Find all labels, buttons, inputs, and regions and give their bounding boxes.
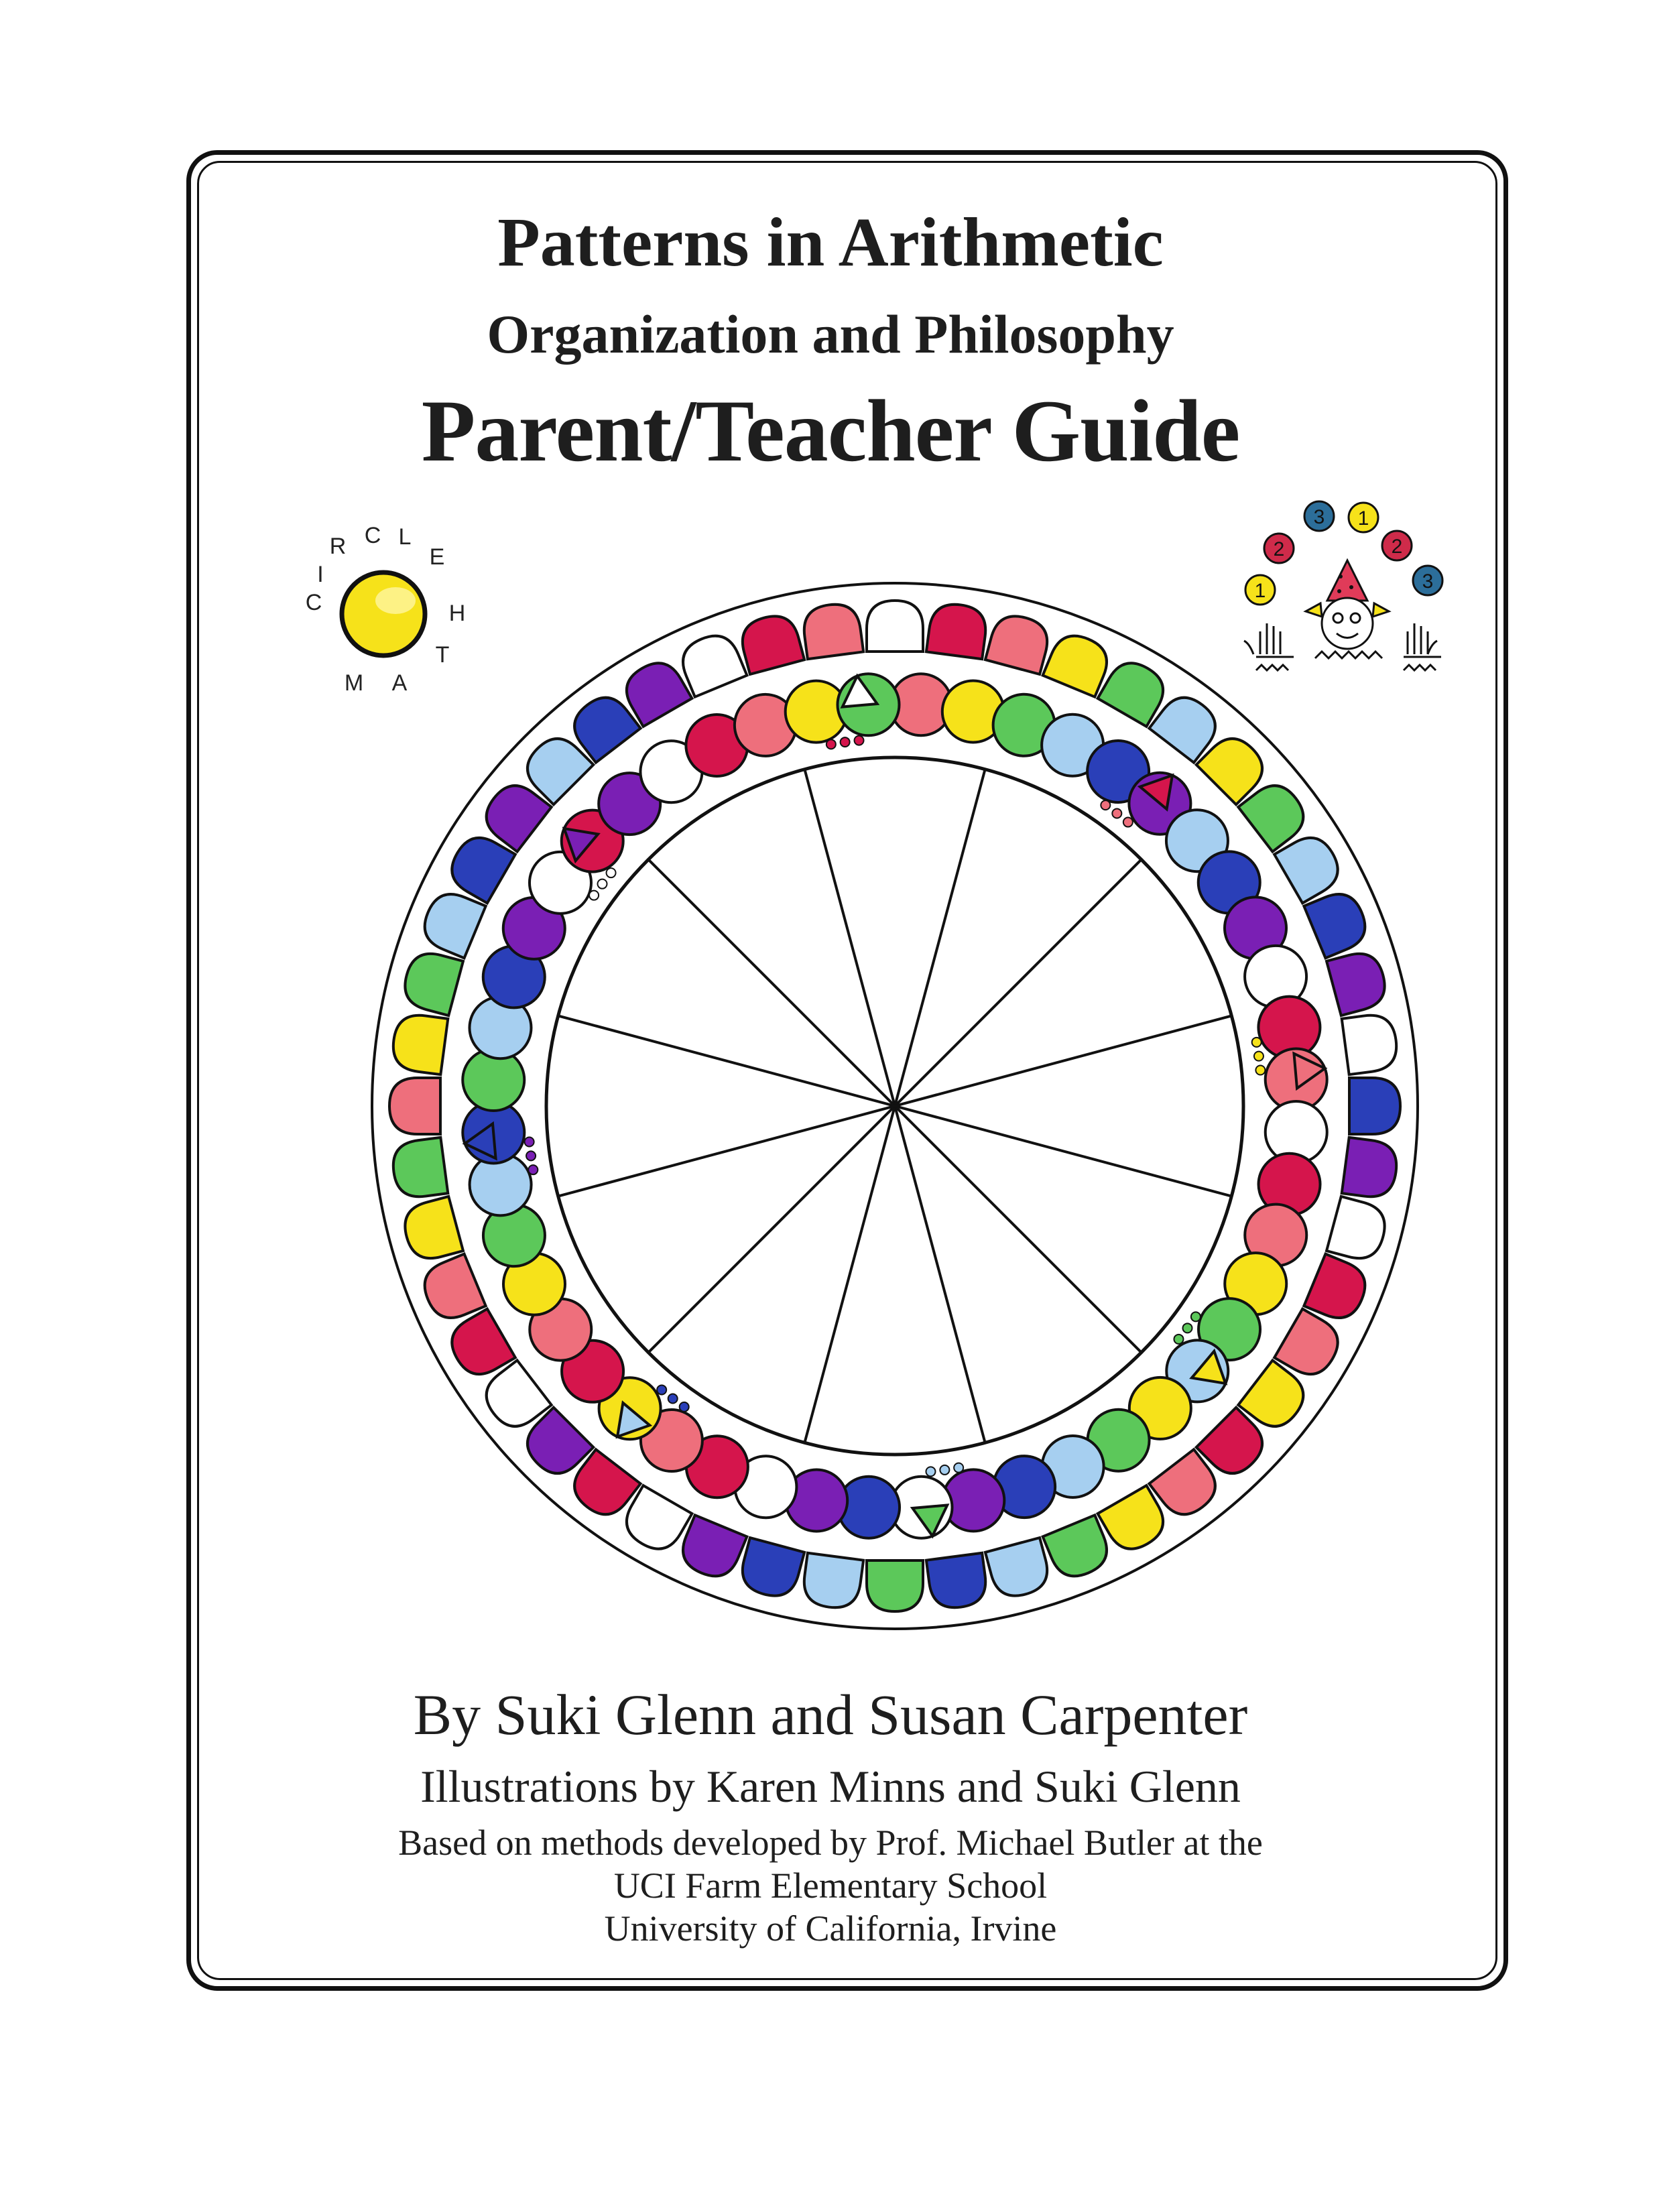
mascot-number-label: 2 [1391,536,1403,558]
wheel-dot [1123,818,1133,827]
mascot-number-label: 1 [1357,507,1369,530]
school-line: UCI Farm Elementary School [613,1865,1048,1906]
illustrators-line: Illustrations by Karen Minns and Suki Glenn [420,1761,1241,1812]
circle-math-letter: T [435,642,450,668]
wheel-outer-bead [399,948,463,1016]
authors-line: By Suki Glenn and Susan Carpenter [413,1682,1248,1747]
mascot-number-label: 3 [1422,570,1434,593]
wheel-dot [528,1165,538,1174]
wheel-outer-bead [1342,1138,1400,1200]
circle-math-logo [306,523,466,696]
wheel-dot [607,868,616,877]
pattern-wheel [372,583,1418,1629]
wheel-dot [598,879,607,889]
wheel-dot [1182,1323,1192,1333]
mascot-left-hand-icon [1244,623,1294,657]
wheel-dot [841,737,850,747]
circle-math-letter: E [429,544,445,570]
mascot-right-hand-icon [1404,623,1441,657]
wheel-dot [680,1402,689,1412]
wheel-spokes [558,770,1232,1443]
mascot-number-label: 2 [1273,538,1285,560]
wheel-outer-bead [390,1012,448,1074]
wheel-outer-bead [985,611,1053,674]
wheel-dot [668,1394,678,1403]
wheel-dot [1174,1335,1183,1344]
wheel-outer-bead [1327,948,1390,1016]
wheel-outer-bead [801,601,863,659]
wheel-outer-bead [399,1196,463,1264]
circle-math-letter: H [448,601,466,626]
wheel-dot [1112,809,1121,818]
circle-math-letter: I [317,562,324,587]
mascot-collar [1315,652,1382,658]
wheel-dot [855,736,864,745]
circle-math-letter: C [364,523,381,548]
wheel-outer-bead [1349,1078,1400,1134]
book-title: Patterns in Arithmetic [497,204,1164,281]
circle-math-yellow-dot [342,572,425,656]
wheel-outer-bead [390,1138,448,1200]
circle-math-letter: L [398,524,412,550]
book-subtitle: Organization and Philosophy [487,304,1174,365]
mascot-face [1322,598,1373,649]
wheel-dot [525,1137,534,1146]
mascot-number-label: 1 [1254,580,1266,602]
wheel-outer-bead [1327,1196,1390,1264]
wheel-outer-bead [867,601,923,652]
wheel-dot [1191,1312,1201,1321]
wheel-dot [826,739,836,749]
guide-title: Parent/Teacher Guide [421,381,1240,480]
wheel-dot [657,1385,666,1394]
wheel-dot [589,891,599,900]
wheel-dot [954,1463,963,1473]
university-line: University of California, Irvine [604,1908,1057,1949]
mascot-number-label: 3 [1313,506,1325,528]
wheel-outer-bead [926,1553,989,1611]
wheel-outer-bead [1342,1012,1400,1074]
wheel-dot [1254,1052,1264,1061]
wheel-dot [1101,800,1110,810]
circle-math-letter: C [305,590,322,615]
wheel-outer-bead [737,611,804,674]
wheel-outer-bead [985,1538,1053,1601]
wheel-outer-bead [737,1538,804,1601]
circle-math-letter: M [344,670,364,696]
wheel-outer-bead [867,1560,923,1611]
wheel-dot [526,1151,536,1160]
wheel-outer-bead [926,601,989,659]
circle-math-letter: A [391,670,408,696]
mascot-hat [1327,560,1367,601]
wheel-dot [1252,1038,1262,1047]
mascot-logo [1244,501,1442,670]
wheel-dot [940,1465,949,1475]
wheel-outer-bead [801,1553,863,1611]
wheel-outer-bead [389,1078,440,1134]
circle-math-letter: R [329,534,347,559]
wheel-dot [1255,1066,1265,1075]
based-on-line: Based on methods developed by Prof. Michael Butler at the [398,1823,1263,1863]
wheel-dot [926,1467,935,1476]
